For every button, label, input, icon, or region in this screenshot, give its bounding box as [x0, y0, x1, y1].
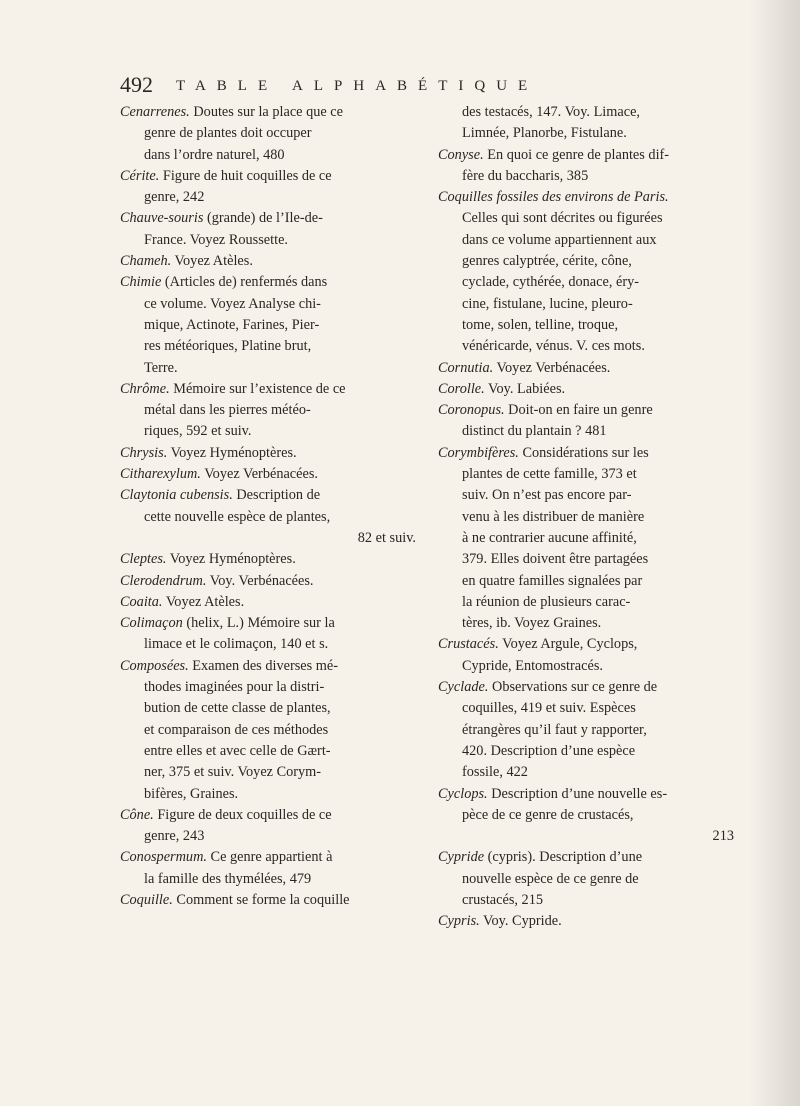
entry-text: distinct du plantain ? 481 — [462, 423, 607, 440]
entry-text: Voyez Verbénacées. — [493, 359, 611, 376]
index-line — [438, 656, 734, 677]
index-line — [438, 421, 734, 442]
index-line — [120, 847, 416, 868]
index-line — [120, 784, 416, 805]
entry-text: Description de — [232, 487, 321, 504]
index-line — [438, 741, 734, 762]
index-line — [438, 230, 734, 251]
index-line — [438, 698, 734, 719]
entry-term: Chrysis. — [120, 444, 168, 461]
entry-text: Description d’une nouvelle es- — [487, 785, 668, 802]
entry-text: tères, ib. Voyez Graines. — [462, 615, 602, 632]
index-line — [438, 272, 734, 293]
entry-text: Voyez Atèles. — [171, 253, 253, 270]
index-line — [120, 869, 416, 890]
index-line — [438, 400, 734, 421]
entry-text: Voyez Argule, Cyclops, — [498, 636, 638, 653]
entry-text: Doutes sur la place que ce — [189, 104, 343, 120]
index-line — [438, 485, 734, 506]
index-line — [438, 443, 734, 464]
entry-text: Terre. — [144, 359, 178, 376]
running-title: TABLE ALPHABÉTIQUE — [176, 78, 539, 94]
entry-text: 379. Elles doivent être partagées — [462, 551, 649, 568]
entry-text: cine, fistulane, lucine, pleuro- — [462, 295, 633, 312]
entry-text: nouvelle espèce de ce genre de — [462, 870, 639, 887]
entry-text: pèce de ce genre de crustacés, — [462, 806, 634, 823]
index-line — [438, 208, 734, 229]
entry-text: Ce genre appartient à — [206, 849, 333, 866]
index-line — [438, 145, 734, 166]
entry-text: Limnée, Planorbe, Fistulane. — [462, 125, 627, 142]
entry-text: entre elles et avec celle de Gært- — [144, 742, 331, 759]
entry-text: métal dans les pierres météo- — [144, 402, 311, 419]
index-line — [438, 613, 734, 634]
index-line — [120, 145, 416, 166]
index-line — [438, 251, 734, 272]
entry-text: Voy. Labiées. — [484, 380, 566, 397]
index-line — [120, 315, 416, 336]
index-line — [438, 592, 734, 613]
entry-text: Figure de huit coquilles de ce — [159, 167, 332, 184]
entry-text: venu à les distribuer de manière — [462, 508, 645, 525]
entry-text: limace et le colimaçon, 140 et s. — [144, 636, 329, 653]
entry-text: dans ce volume appartiennent aux — [462, 231, 657, 248]
index-line — [438, 379, 734, 400]
entry-text: ce volume. Voyez Analyse chi- — [144, 295, 321, 312]
index-line — [120, 443, 416, 464]
entry-text: et comparaison de ces méthodes — [144, 721, 329, 738]
index-line — [120, 805, 416, 826]
entry-term: Cypris. — [438, 913, 480, 930]
entry-text: cette nouvelle espèce de plantes, — [144, 508, 331, 525]
entry-term: Cyclade. — [438, 679, 489, 696]
entry-text: mique, Actinote, Farines, Pier- — [144, 316, 320, 333]
index-line — [438, 677, 734, 698]
index-line — [120, 720, 416, 741]
entry-text: Voyez Hyménoptères. — [167, 444, 297, 461]
index-line — [438, 826, 734, 847]
entry-text: France. Voyez Roussette. — [144, 231, 289, 248]
entry-text: Considérations sur les — [518, 444, 649, 461]
index-line — [120, 634, 416, 655]
index-line — [438, 720, 734, 741]
entry-text: riques, 592 et suiv. — [144, 423, 252, 440]
entry-term: Cérite. — [120, 167, 160, 184]
entry-text: 213 — [712, 828, 734, 845]
index-line — [438, 890, 734, 911]
entry-text: cyclade, cythérée, donace, éry- — [462, 274, 640, 291]
entry-term: Colimaçon — [120, 615, 183, 632]
entry-term: Cypride — [438, 849, 485, 866]
entry-text: bution de cette classe de plantes, — [144, 700, 331, 717]
index-line — [120, 677, 416, 698]
index-line — [438, 507, 734, 528]
index-line — [438, 784, 734, 805]
entry-term: Citharexylum. — [120, 466, 201, 483]
index-line — [120, 336, 416, 357]
entry-text: (grande) de l’Ile-de- — [203, 210, 323, 227]
index-line — [438, 358, 734, 379]
entry-text: 82 et suiv. — [357, 529, 416, 546]
index-line — [120, 485, 416, 506]
entry-text: la famille des thymélées, 479 — [144, 870, 312, 887]
entry-text: 420. Description d’une espèce — [462, 742, 636, 759]
index-line — [120, 294, 416, 315]
page-header — [120, 72, 740, 102]
index-line — [120, 102, 416, 123]
index-line — [120, 379, 416, 400]
entry-term: Claytonia cubensis. — [120, 487, 233, 504]
index-line — [438, 571, 734, 592]
index-line — [120, 549, 416, 570]
index-line — [438, 634, 734, 655]
entry-term: Chameh. — [120, 253, 172, 270]
entry-term: Crustacés. — [438, 636, 499, 653]
index-line — [120, 230, 416, 251]
index-line — [438, 762, 734, 783]
index-line — [438, 294, 734, 315]
entry-text: crustacés, 215 — [462, 891, 543, 908]
index-line — [120, 826, 416, 847]
index-line — [120, 123, 416, 144]
entry-text: Voyez Hyménoptères. — [166, 551, 296, 568]
entry-text: Mémoire sur l’existence de ce — [169, 380, 346, 397]
entry-text: Comment se forme la coquille — [172, 891, 350, 908]
entry-term: Cleptes. — [120, 551, 167, 568]
entry-term: Conyse. — [438, 146, 484, 163]
entry-text: Voyez Atèles. — [162, 593, 245, 610]
entry-text: Cypride, Entomostracés. — [462, 657, 603, 674]
index-line — [120, 208, 416, 229]
entry-term: Corolle. — [438, 380, 485, 397]
right-column — [438, 102, 734, 933]
entry-text: (cypris). Description d’une — [484, 849, 643, 866]
entry-term: Coquilles fossiles des environs de Paris. — [438, 189, 669, 206]
entry-text: Voyez Verbénacées. — [200, 466, 318, 483]
entry-text: Figure de deux coquilles de ce — [153, 806, 332, 823]
entry-text: des testacés, 147. Voy. Limace, — [462, 104, 641, 120]
entry-term: Coaita. — [120, 593, 163, 610]
entry-term: Chimie — [120, 274, 162, 291]
entry-text: dans l’ordre naturel, 480 — [144, 146, 285, 163]
entry-text: en quatre familles signalées par — [462, 572, 643, 589]
entry-text: En quoi ce genre de plantes dif- — [483, 146, 670, 163]
entry-text: étrangères qu’il faut y rapporter, — [462, 721, 647, 738]
entry-term: Chauve-souris — [120, 210, 204, 227]
entry-term: Chrôme. — [120, 380, 170, 397]
entry-text: ner, 375 et suiv. Voyez Corym- — [144, 764, 322, 781]
index-line — [120, 613, 416, 634]
page-number: 492 — [120, 72, 153, 97]
entry-text: vénéricarde, vénus. V. ces mots. — [462, 338, 645, 355]
index-line — [120, 464, 416, 485]
entry-text: suiv. On n’est pas encore par- — [462, 487, 632, 504]
entry-term: Cornutia. — [438, 359, 494, 376]
entry-text: fère du baccharis, 385 — [462, 167, 589, 184]
entry-text: genre, 243 — [144, 828, 205, 845]
index-line — [438, 911, 734, 932]
index-line — [120, 166, 416, 187]
index-line — [438, 464, 734, 485]
left-column — [120, 102, 416, 911]
index-line — [438, 847, 734, 868]
entry-text: Observations sur ce genre de — [488, 679, 658, 696]
entry-text: tome, solen, telline, troque, — [462, 316, 619, 333]
entry-text: Voy. Cypride. — [479, 913, 562, 930]
index-line — [120, 507, 416, 528]
index-line — [438, 805, 734, 826]
entry-text: res météoriques, Platine brut, — [144, 338, 312, 355]
index-line — [438, 315, 734, 336]
entry-text: bifères, Graines. — [144, 785, 239, 802]
index-line — [120, 741, 416, 762]
entry-term: Conospermum. — [120, 849, 207, 866]
entry-term: Cône. — [120, 806, 154, 823]
entry-term: Coronopus. — [438, 402, 505, 419]
entry-text: plantes de cette famille, 373 et — [462, 466, 637, 483]
entry-text: la réunion de plusieurs carac- — [462, 593, 631, 610]
entry-term: Clerodendrum. — [120, 572, 207, 589]
entry-text: Voy. Verbénacées. — [206, 572, 314, 589]
entry-term: Composées. — [120, 657, 189, 674]
index-line — [120, 656, 416, 677]
entry-text: (helix, L.) Mémoire sur la — [182, 615, 335, 632]
index-line — [120, 187, 416, 208]
entry-text: genre, 242 — [144, 189, 205, 206]
index-line — [120, 890, 416, 911]
index-line — [120, 592, 416, 613]
entry-text: Doit-on en faire un genre — [504, 402, 653, 419]
entry-text: Examen des diverses mé- — [188, 657, 338, 674]
entry-term: Cenarrenes. — [120, 104, 190, 120]
index-line — [120, 421, 416, 442]
index-line — [120, 762, 416, 783]
index-line — [438, 869, 734, 890]
index-line — [438, 166, 734, 187]
index-line — [120, 528, 416, 549]
entry-text: thodes imaginées pour la distri- — [144, 679, 325, 696]
index-line — [438, 102, 734, 123]
index-line — [120, 251, 416, 272]
entry-text: (Articles de) renfermés dans — [161, 274, 328, 291]
index-line — [438, 336, 734, 357]
entry-text: genre de plantes doit occuper — [144, 125, 312, 142]
entry-term: Cyclops. — [438, 785, 488, 802]
index-line — [438, 528, 734, 549]
entry-text: à ne contrarier aucune affinité, — [462, 529, 637, 546]
entry-text: fossile, 422 — [462, 764, 528, 781]
entry-text: Celles qui sont décrites ou figurées — [462, 210, 663, 227]
index-line — [120, 400, 416, 421]
entry-term: Coquille. — [120, 891, 173, 908]
index-line — [438, 123, 734, 144]
entry-text: coquilles, 419 et suiv. Espèces — [462, 700, 636, 717]
index-line — [120, 272, 416, 293]
entry-term: Corymbifères. — [438, 444, 519, 461]
index-line — [120, 358, 416, 379]
index-line — [120, 698, 416, 719]
index-line — [438, 549, 734, 570]
page-edge-shadow — [748, 0, 800, 1106]
index-line — [438, 187, 734, 208]
entry-text: genres calyptrée, cérite, cône, — [462, 253, 632, 270]
index-line — [120, 571, 416, 592]
